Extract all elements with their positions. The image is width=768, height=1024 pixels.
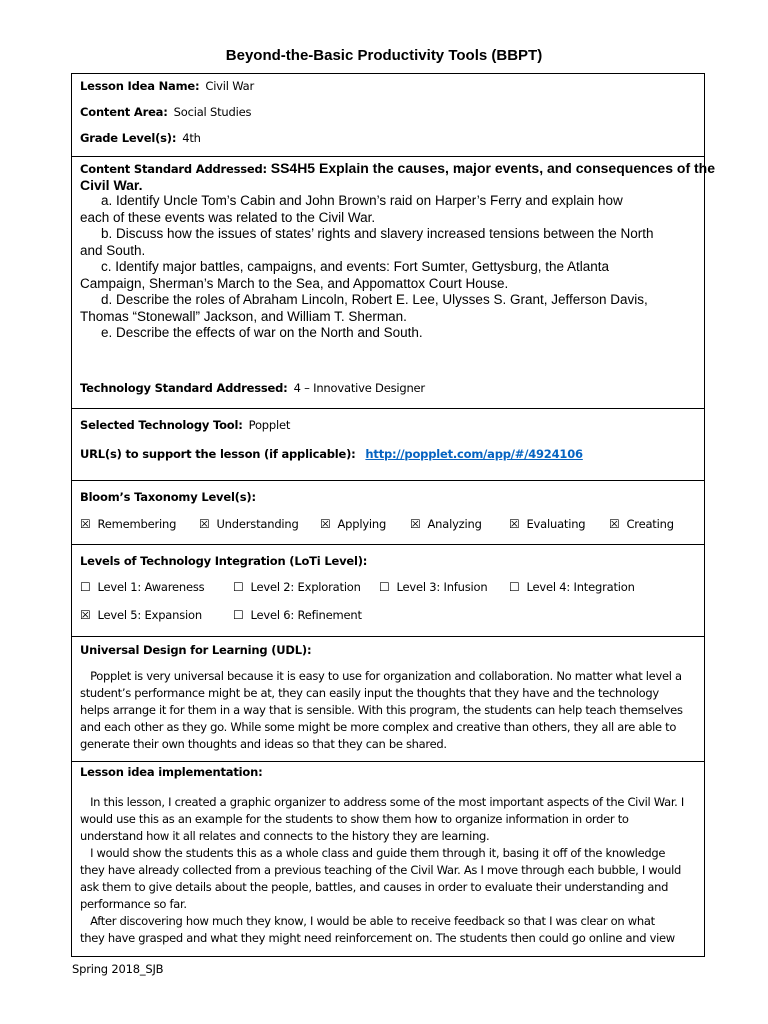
loti-row-1 xyxy=(80,579,696,607)
checkbox-empty-icon: ☐ xyxy=(509,580,520,594)
standards-section xyxy=(72,157,716,409)
checkbox-empty-icon: ☐ xyxy=(233,608,244,622)
content-area-row xyxy=(80,104,696,130)
lesson-plan-table xyxy=(71,73,716,957)
standard-item-d-line2: Thomas “Stonewall” Jackson, and William T. Sherman. xyxy=(80,308,407,324)
grade-level-row xyxy=(80,130,696,156)
tool-label: Selected Technology Tool: xyxy=(80,418,243,432)
blooms-evaluating[interactable] xyxy=(509,516,585,532)
content-standard-label: Content Standard Addressed: xyxy=(80,162,267,176)
page-title: Beyond-the-Basic Productivity Tools (BBPT) xyxy=(225,47,543,64)
tool-value: Popplet xyxy=(248,418,291,432)
checkbox-checked-icon: ☒ xyxy=(80,517,91,531)
blooms-analyzing-label: Analyzing xyxy=(427,517,482,531)
implementation-section xyxy=(72,762,704,956)
grade-level-label: Grade Level(s): xyxy=(80,131,177,145)
standard-item-b-line1: b. Discuss how the issues of states’ rights and slavery increased tensions between the North xyxy=(101,226,654,241)
loti-level-6[interactable] xyxy=(233,607,362,623)
standard-item-a-line1: a. Identify Uncle Tom’s Cabin and John Brown’s raid on Harper’s Ferry and explain how xyxy=(101,193,623,208)
blooms-analyzing[interactable] xyxy=(410,516,482,532)
checkbox-checked-icon: ☒ xyxy=(80,608,91,622)
checkbox-checked-icon: ☒ xyxy=(609,517,620,531)
blooms-understanding-label: Understanding xyxy=(216,517,299,531)
blooms-applying[interactable] xyxy=(320,516,386,532)
blooms-remembering[interactable] xyxy=(80,516,176,532)
udl-line: and each other as they go. While some might be more complex and creative than others, they all are able to xyxy=(80,720,677,734)
tech-standard-value: 4 – Innovative Designer xyxy=(293,381,425,395)
checkbox-checked-icon: ☒ xyxy=(320,517,331,531)
implementation-line: ask them to give details about the people, battles, and causes in order to evaluate their understanding and xyxy=(80,880,669,894)
page-footer: Spring 2018_SJB xyxy=(72,962,164,976)
popplet-url-link[interactable]: http://popplet.com/app/#/4924106 xyxy=(365,447,583,461)
implementation-line: I would show the students this as a whole class and guide them through it, basing it off of the knowledge xyxy=(80,846,666,860)
loti-level-6-label: Level 6: Refinement xyxy=(250,608,362,622)
blooms-label: Bloom’s Taxonomy Level(s): xyxy=(80,490,256,504)
blooms-remembering-label: Remembering xyxy=(97,517,177,531)
udl-line: generate their own thoughts and ideas so that they can be shared. xyxy=(80,737,447,751)
lesson-name-value: Civil War xyxy=(205,79,255,93)
content-standard-title-cont: Civil War. xyxy=(80,177,143,193)
checkbox-empty-icon: ☐ xyxy=(233,580,244,594)
loti-level-2[interactable] xyxy=(233,579,361,595)
implementation-line: would use this as an example for the students to show them how to organize information in order to xyxy=(80,812,629,826)
checkbox-empty-icon: ☐ xyxy=(80,580,91,594)
loti-level-5[interactable] xyxy=(80,607,202,623)
blooms-evaluating-label: Evaluating xyxy=(526,517,586,531)
content-standard-title: SS4H5 Explain the causes, major events, and consequences of the xyxy=(270,160,716,176)
standard-items xyxy=(80,193,696,342)
udl-label: Universal Design for Learning (UDL): xyxy=(80,643,312,657)
loti-level-2-label: Level 2: Exploration xyxy=(250,580,361,594)
udl-line: helps arrange it for them in a way that is sensible. With this program, the students can help teach themselves xyxy=(80,703,683,717)
checkbox-checked-icon: ☒ xyxy=(509,517,520,531)
standard-item-c-line1: c. Identify major battles, campaigns, and events: Fort Sumter, Gettysburg, the Atlanta xyxy=(101,259,610,274)
loti-level-1-label: Level 1: Awareness xyxy=(97,580,205,594)
loti-section xyxy=(72,545,704,637)
blooms-applying-label: Applying xyxy=(337,517,387,531)
loti-level-4-label: Level 4: Integration xyxy=(526,580,635,594)
implementation-line: understand how it all relates and connects to the history they are learning. xyxy=(80,829,490,843)
standard-item-b-line2: and South. xyxy=(80,242,146,258)
tool-section xyxy=(72,409,704,481)
checkbox-checked-icon: ☒ xyxy=(410,517,421,531)
blooms-creating[interactable] xyxy=(609,516,674,532)
checkbox-empty-icon: ☐ xyxy=(379,580,390,594)
loti-label: Levels of Technology Integration (LoTi Level): xyxy=(80,554,368,568)
blooms-understanding[interactable] xyxy=(199,516,299,532)
standard-item-d-line1: d. Describe the roles of Abraham Lincoln, Robert E. Lee, Ulysses S. Grant, Jefferson Davis, xyxy=(101,292,648,307)
tech-standard-label: Technology Standard Addressed: xyxy=(80,381,288,395)
blooms-section xyxy=(72,481,704,545)
loti-level-5-label: Level 5: Expansion xyxy=(97,608,202,622)
url-label: URL(s) to support the lesson (if applicable): xyxy=(80,447,356,461)
blooms-creating-label: Creating xyxy=(626,517,674,531)
loti-level-1[interactable] xyxy=(80,579,204,595)
lesson-name-label: Lesson Idea Name: xyxy=(80,79,200,93)
content-standard-row xyxy=(80,160,716,177)
content-area-label: Content Area: xyxy=(80,105,168,119)
standard-item-e-line1: e. Describe the effects of war on the North and South. xyxy=(101,325,423,340)
implementation-line: In this lesson, I created a graphic organizer to address some of the most important aspects of the Civil War. I xyxy=(80,795,684,809)
udl-paragraph xyxy=(80,668,696,753)
blooms-checkboxes xyxy=(80,516,696,534)
lesson-name-row xyxy=(80,78,696,104)
standard-item-c-line2: Campaign, Sherman’s March to the Sea, and Appomattox Court House. xyxy=(80,275,509,291)
grade-level-value: 4th xyxy=(182,131,201,145)
udl-line: Popplet is very universal because it is easy to use for organization and collaboration. No matter what level a xyxy=(80,669,682,683)
tech-standard-row xyxy=(80,380,425,396)
implementation-line: they have already collected from a previous teaching of the Civil War. As I move through each bubble, I would xyxy=(80,863,682,877)
udl-line: student’s performance might be at, they can easily input the thoughts that they have and the technology xyxy=(80,686,659,700)
loti-level-3[interactable] xyxy=(379,579,487,595)
standard-item-a-line2: each of these events was related to the Civil War. xyxy=(80,209,376,225)
implementation-line: they have grasped and what they might need reinforcement on. The students then could go online and view xyxy=(80,931,675,945)
loti-row-2 xyxy=(80,607,696,625)
implementation-line: performance so far. xyxy=(80,897,187,911)
tool-row xyxy=(80,417,696,446)
checkbox-checked-icon: ☒ xyxy=(199,517,210,531)
loti-level-4[interactable] xyxy=(509,579,635,595)
content-area-value: Social Studies xyxy=(173,105,252,119)
implementation-paragraph xyxy=(80,794,696,947)
lesson-info-section xyxy=(72,74,704,157)
loti-level-3-label: Level 3: Infusion xyxy=(396,580,488,594)
url-row xyxy=(80,446,696,462)
implementation-label: Lesson idea implementation: xyxy=(80,765,263,779)
udl-section xyxy=(72,637,704,762)
implementation-line: After discovering how much they know, I would be able to receive feedback so that I was clear on what xyxy=(80,914,655,928)
